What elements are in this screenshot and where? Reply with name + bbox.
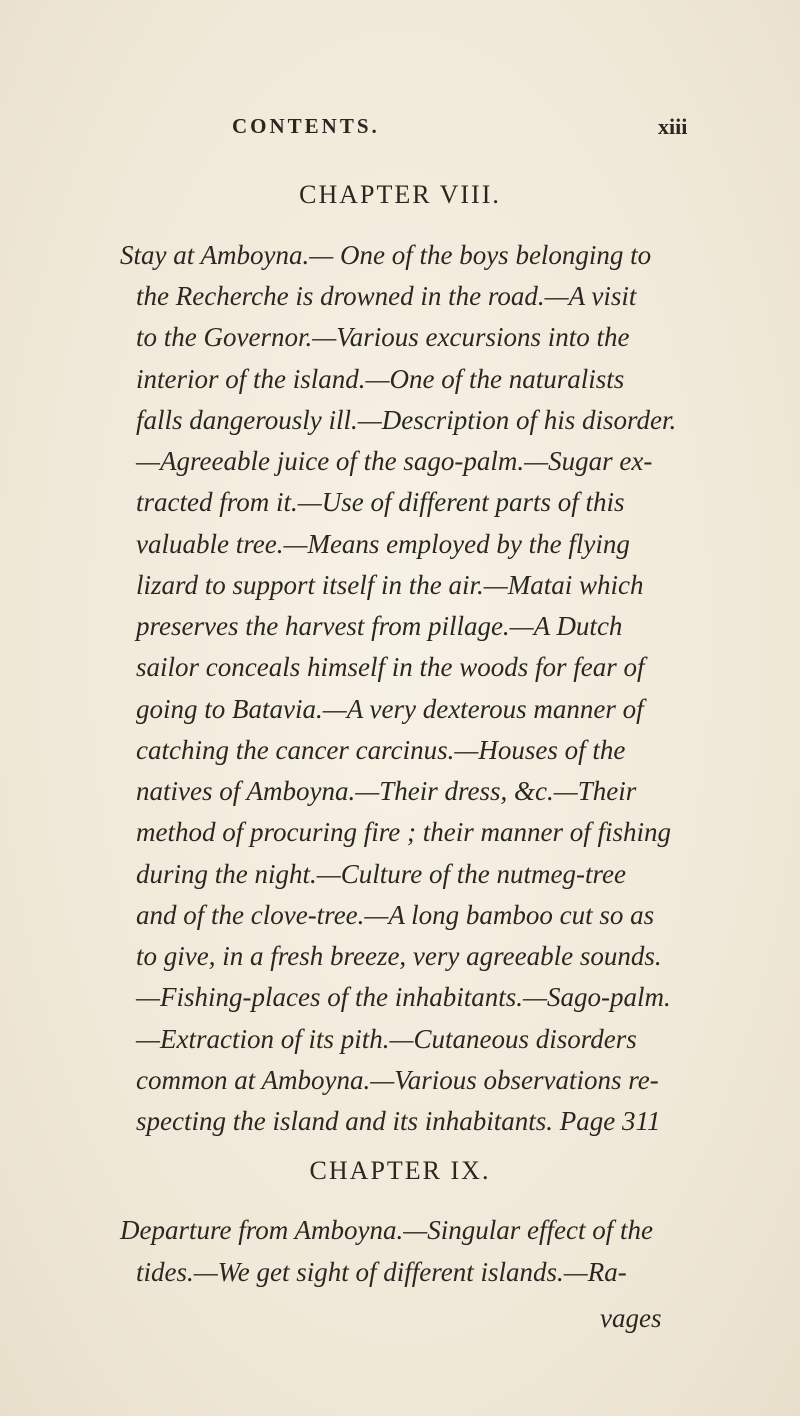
summary-line: and of the clove-tree.—A long bamboo cut so as xyxy=(136,900,655,930)
summary-line: going to Batavia.—A very dexterous manner of xyxy=(136,694,644,724)
summary-line: specting the island and its inhabitants. Page 311 xyxy=(136,1106,661,1136)
page-number: xiii xyxy=(658,114,688,139)
chapter-heading: CHAPTER VIII. xyxy=(299,180,501,209)
summary-line: natives of Amboyna.—Their dress, &c.—Their xyxy=(136,776,637,806)
summary-line: sailor conceals himself in the woods for fear of xyxy=(136,652,645,682)
summary-line: method of procuring fire ; their manner of fishing xyxy=(136,817,671,847)
summary-line: catching the cancer carcinus.—Houses of the xyxy=(136,735,626,765)
summary-line: to give, in a fresh breeze, very agreeable sounds. xyxy=(136,941,662,971)
summary-line: Departure from Amboyna.—Singular effect of the xyxy=(120,1215,653,1245)
summary-line: interior of the island.—One of the naturalists xyxy=(136,364,625,394)
catchword: vages xyxy=(600,1303,662,1333)
summary-line: tracted from it.—Use of different parts of this xyxy=(136,487,625,517)
summary-line: lizard to support itself in the air.—Matai which xyxy=(136,570,644,600)
running-head xyxy=(0,108,800,148)
running-head-title: CONTENTS. xyxy=(232,114,380,138)
summary-line: valuable tree.—Means employed by the flying xyxy=(136,529,630,559)
chapter-heading: CHAPTER IX. xyxy=(309,1156,491,1185)
summary-line: —Extraction of its pith.—Cutaneous disorders xyxy=(136,1024,637,1054)
summary-line: —Agreeable juice of the sago-palm.—Sugar ex- xyxy=(136,446,653,476)
summary-line: preserves the harvest from pillage.—A Dutch xyxy=(136,611,623,641)
summary-line: falls dangerously ill.—Description of his disorder. xyxy=(136,405,677,435)
summary-line: common at Amboyna.—Various observations re- xyxy=(136,1065,659,1095)
summary-line: the Recherche is drowned in the road.—A visit xyxy=(136,281,637,311)
summary-line: during the night.—Culture of the nutmeg-tree xyxy=(136,859,626,889)
summary-line: —Fishing-places of the inhabitants.—Sago-palm. xyxy=(136,982,671,1012)
summary-line: to the Governor.—Various excursions into the xyxy=(136,322,630,352)
summary-line: tides.—We get sight of different islands.—Ra- xyxy=(136,1257,627,1287)
summary-line: Stay at Amboyna.— One of the boys belonging to xyxy=(120,240,652,270)
